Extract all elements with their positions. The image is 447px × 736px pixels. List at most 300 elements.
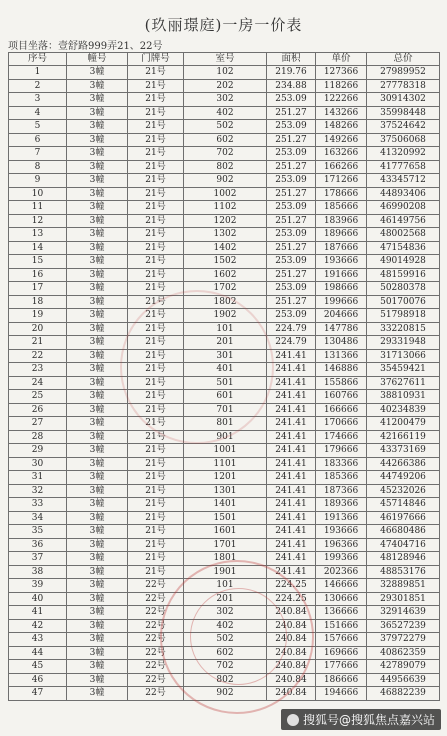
cell-door-number: 21号	[128, 457, 184, 471]
cell-building: 3幢	[67, 363, 128, 377]
table-row	[9, 228, 440, 242]
cell-total-price: 45232026	[367, 484, 440, 498]
cell-room: 1501	[184, 511, 267, 525]
cell-building: 3幢	[67, 187, 128, 201]
cell-index: 15	[9, 255, 67, 269]
cell-index: 24	[9, 376, 67, 390]
table-row	[9, 484, 440, 498]
cell-unit-price: 183366	[316, 457, 367, 471]
cell-room: 1601	[184, 525, 267, 539]
cell-door-number: 21号	[128, 309, 184, 323]
cell-index: 26	[9, 403, 67, 417]
cell-index: 11	[9, 201, 67, 215]
cell-index: 7	[9, 147, 67, 161]
cell-building: 3幢	[67, 538, 128, 552]
cell-unit-price: 118266	[316, 79, 367, 93]
cell-building: 3幢	[67, 484, 128, 498]
cell-unit-price: 178666	[316, 187, 367, 201]
cell-door-number: 21号	[128, 106, 184, 120]
project-address: 项目坐落：壹舒路999弄21、22号	[8, 41, 163, 52]
cell-area: 253.09	[267, 201, 316, 215]
cell-door-number: 22号	[128, 646, 184, 660]
col-header-area: 面积	[267, 53, 316, 66]
cell-total-price: 27989952	[367, 66, 440, 80]
cell-area: 251.27	[267, 106, 316, 120]
cell-building: 3幢	[67, 174, 128, 188]
cell-building: 3幢	[67, 160, 128, 174]
cell-index: 40	[9, 592, 67, 606]
cell-unit-price: 146666	[316, 579, 367, 593]
cell-area: 240.84	[267, 673, 316, 687]
cell-building: 3幢	[67, 660, 128, 674]
cell-unit-price: 169666	[316, 646, 367, 660]
cell-room: 301	[184, 349, 267, 363]
cell-door-number: 21号	[128, 268, 184, 282]
cell-area: 251.27	[267, 160, 316, 174]
cell-unit-price: 136666	[316, 606, 367, 620]
cell-room: 401	[184, 363, 267, 377]
cell-area: 241.41	[267, 498, 316, 512]
cell-index: 36	[9, 538, 67, 552]
cell-total-price: 44749206	[367, 471, 440, 485]
cell-total-price: 50170076	[367, 295, 440, 309]
cell-room: 701	[184, 403, 267, 417]
cell-index: 22	[9, 349, 67, 363]
cell-index: 19	[9, 309, 67, 323]
cell-room: 1301	[184, 484, 267, 498]
cell-door-number: 21号	[128, 484, 184, 498]
cell-area: 241.41	[267, 376, 316, 390]
cell-total-price: 48128946	[367, 552, 440, 566]
cell-room: 1401	[184, 498, 267, 512]
cell-building: 3幢	[67, 93, 128, 107]
cell-area: 241.41	[267, 363, 316, 377]
col-header-building: 幢号	[67, 53, 128, 66]
table-row	[9, 471, 440, 485]
cell-building: 3幢	[67, 498, 128, 512]
cell-door-number: 21号	[128, 201, 184, 215]
cell-room: 601	[184, 390, 267, 404]
cell-unit-price: 146886	[316, 363, 367, 377]
cell-unit-price: 185366	[316, 471, 367, 485]
cell-total-price: 51798918	[367, 309, 440, 323]
cell-area: 253.09	[267, 174, 316, 188]
cell-total-price: 32914639	[367, 606, 440, 620]
cell-index: 37	[9, 552, 67, 566]
cell-room: 902	[184, 687, 267, 701]
cell-door-number: 21号	[128, 525, 184, 539]
cell-index: 35	[9, 525, 67, 539]
cell-unit-price: 122266	[316, 93, 367, 107]
cell-area: 253.09	[267, 309, 316, 323]
cell-unit-price: 194666	[316, 687, 367, 701]
cell-building: 3幢	[67, 525, 128, 539]
cell-room: 1502	[184, 255, 267, 269]
table-row	[9, 133, 440, 147]
cell-building: 3幢	[67, 633, 128, 647]
cell-room: 201	[184, 336, 267, 350]
cell-total-price: 46882239	[367, 687, 440, 701]
cell-building: 3幢	[67, 133, 128, 147]
cell-index: 3	[9, 93, 67, 107]
cell-door-number: 22号	[128, 619, 184, 633]
cell-unit-price: 187366	[316, 484, 367, 498]
cell-total-price: 44893406	[367, 187, 440, 201]
cell-total-price: 46197666	[367, 511, 440, 525]
cell-building: 3幢	[67, 687, 128, 701]
table-row	[9, 268, 440, 282]
cell-total-price: 45714846	[367, 498, 440, 512]
cell-total-price: 41777658	[367, 160, 440, 174]
cell-building: 3幢	[67, 457, 128, 471]
cell-building: 3幢	[67, 147, 128, 161]
cell-area: 251.27	[267, 214, 316, 228]
cell-index: 6	[9, 133, 67, 147]
cell-total-price: 31713066	[367, 349, 440, 363]
cell-index: 25	[9, 390, 67, 404]
cell-door-number: 21号	[128, 403, 184, 417]
cell-room: 1402	[184, 241, 267, 255]
cell-door-number: 21号	[128, 160, 184, 174]
cell-index: 23	[9, 363, 67, 377]
cell-door-number: 21号	[128, 241, 184, 255]
cell-total-price: 50280378	[367, 282, 440, 296]
cell-room: 302	[184, 606, 267, 620]
cell-total-price: 48159916	[367, 268, 440, 282]
cell-door-number: 21号	[128, 174, 184, 188]
cell-building: 3幢	[67, 619, 128, 633]
cell-unit-price: 186666	[316, 673, 367, 687]
cell-index: 34	[9, 511, 67, 525]
cell-area: 253.09	[267, 228, 316, 242]
cell-area: 241.41	[267, 565, 316, 579]
cell-door-number: 21号	[128, 282, 184, 296]
cell-room: 1302	[184, 228, 267, 242]
cell-index: 39	[9, 579, 67, 593]
cell-index: 43	[9, 633, 67, 647]
cell-area: 251.27	[267, 268, 316, 282]
cell-index: 45	[9, 660, 67, 674]
watermark-text: 搜狐号@搜狐焦点嘉兴站	[302, 713, 435, 727]
cell-building: 3幢	[67, 322, 128, 336]
cell-total-price: 48853176	[367, 565, 440, 579]
cell-unit-price: 189666	[316, 228, 367, 242]
cell-index: 8	[9, 160, 67, 174]
cell-index: 29	[9, 444, 67, 458]
cell-room: 402	[184, 619, 267, 633]
cell-room: 602	[184, 646, 267, 660]
cell-building: 3幢	[67, 349, 128, 363]
cell-index: 12	[9, 214, 67, 228]
cell-building: 3幢	[67, 511, 128, 525]
cell-room: 1001	[184, 444, 267, 458]
cell-building: 3幢	[67, 79, 128, 93]
cell-unit-price: 204666	[316, 309, 367, 323]
table-row	[9, 106, 440, 120]
cell-door-number: 21号	[128, 430, 184, 444]
cell-door-number: 21号	[128, 390, 184, 404]
cell-area: 240.84	[267, 606, 316, 620]
cell-building: 3幢	[67, 592, 128, 606]
cell-room: 101	[184, 322, 267, 336]
cell-total-price: 37524642	[367, 120, 440, 134]
cell-building: 3幢	[67, 390, 128, 404]
cell-area: 241.41	[267, 417, 316, 431]
cell-index: 13	[9, 228, 67, 242]
cell-index: 27	[9, 417, 67, 431]
cell-area: 224.79	[267, 322, 316, 336]
cell-total-price: 37972279	[367, 633, 440, 647]
cell-area: 240.84	[267, 619, 316, 633]
cell-area: 253.09	[267, 93, 316, 107]
table-row	[9, 255, 440, 269]
cell-building: 3幢	[67, 214, 128, 228]
cell-total-price: 46990208	[367, 201, 440, 215]
cell-room: 902	[184, 174, 267, 188]
cell-building: 3幢	[67, 646, 128, 660]
cell-area: 224.25	[267, 592, 316, 606]
cell-door-number: 21号	[128, 187, 184, 201]
cell-door-number: 21号	[128, 336, 184, 350]
cell-total-price: 43345712	[367, 174, 440, 188]
cell-door-number: 21号	[128, 322, 184, 336]
cell-index: 30	[9, 457, 67, 471]
cell-door-number: 21号	[128, 255, 184, 269]
cell-area: 241.41	[267, 552, 316, 566]
cell-total-price: 42166119	[367, 430, 440, 444]
col-header-door-number: 门牌号	[128, 53, 184, 66]
table-row	[9, 444, 440, 458]
cell-room: 702	[184, 147, 267, 161]
cell-room: 1902	[184, 309, 267, 323]
cell-index: 32	[9, 484, 67, 498]
cell-area: 241.41	[267, 390, 316, 404]
cell-door-number: 22号	[128, 660, 184, 674]
cell-room: 302	[184, 93, 267, 107]
cell-unit-price: 191666	[316, 268, 367, 282]
cell-door-number: 21号	[128, 444, 184, 458]
cell-total-price: 46680486	[367, 525, 440, 539]
cell-area: 251.27	[267, 187, 316, 201]
cell-building: 3幢	[67, 552, 128, 566]
cell-total-price: 47404716	[367, 538, 440, 552]
cell-index: 33	[9, 498, 67, 512]
cell-area: 224.25	[267, 579, 316, 593]
cell-building: 3幢	[67, 606, 128, 620]
logo-icon	[287, 714, 299, 726]
cell-building: 3幢	[67, 444, 128, 458]
cell-room: 802	[184, 160, 267, 174]
cell-room: 102	[184, 66, 267, 80]
cell-area: 240.84	[267, 687, 316, 701]
cell-door-number: 21号	[128, 120, 184, 134]
cell-area: 241.41	[267, 430, 316, 444]
cell-unit-price: 127366	[316, 66, 367, 80]
cell-door-number: 21号	[128, 295, 184, 309]
cell-room: 1602	[184, 268, 267, 282]
cell-unit-price: 177666	[316, 660, 367, 674]
cell-area: 251.27	[267, 241, 316, 255]
cell-index: 5	[9, 120, 67, 134]
cell-building: 3幢	[67, 268, 128, 282]
cell-unit-price: 199366	[316, 552, 367, 566]
cell-door-number: 21号	[128, 417, 184, 431]
cell-total-price: 49014928	[367, 255, 440, 269]
cell-unit-price: 171266	[316, 174, 367, 188]
table-row	[9, 201, 440, 215]
cell-index: 1	[9, 66, 67, 80]
cell-total-price: 37627611	[367, 376, 440, 390]
cell-total-price: 38810931	[367, 390, 440, 404]
cell-door-number: 21号	[128, 133, 184, 147]
cell-building: 3幢	[67, 241, 128, 255]
cell-room: 901	[184, 430, 267, 444]
cell-area: 240.84	[267, 660, 316, 674]
cell-building: 3幢	[67, 565, 128, 579]
cell-unit-price: 183966	[316, 214, 367, 228]
cell-room: 101	[184, 579, 267, 593]
cell-unit-price: 147786	[316, 322, 367, 336]
cell-building: 3幢	[67, 295, 128, 309]
cell-unit-price: 151666	[316, 619, 367, 633]
cell-index: 42	[9, 619, 67, 633]
cell-room: 802	[184, 673, 267, 687]
cell-index: 9	[9, 174, 67, 188]
cell-area: 253.09	[267, 120, 316, 134]
cell-index: 4	[9, 106, 67, 120]
cell-building: 3幢	[67, 201, 128, 215]
cell-door-number: 21号	[128, 349, 184, 363]
cell-unit-price: 157666	[316, 633, 367, 647]
col-header-unit-price: 单价	[316, 53, 367, 66]
cell-unit-price: 189366	[316, 498, 367, 512]
cell-door-number: 21号	[128, 147, 184, 161]
seal-stamp-inner	[190, 588, 287, 685]
cell-room: 1101	[184, 457, 267, 471]
cell-index: 16	[9, 268, 67, 282]
cell-building: 3幢	[67, 336, 128, 350]
cell-unit-price: 170666	[316, 417, 367, 431]
table-row	[9, 174, 440, 188]
cell-total-price: 29331948	[367, 336, 440, 350]
cell-unit-price: 196366	[316, 538, 367, 552]
cell-area: 241.41	[267, 525, 316, 539]
cell-door-number: 21号	[128, 511, 184, 525]
col-header-index: 序号	[9, 53, 67, 66]
cell-door-number: 21号	[128, 93, 184, 107]
cell-total-price: 40234839	[367, 403, 440, 417]
table-header-row	[9, 53, 440, 66]
cell-building: 3幢	[67, 376, 128, 390]
cell-area: 253.09	[267, 282, 316, 296]
col-header-room: 室号	[184, 53, 267, 66]
cell-room: 1102	[184, 201, 267, 215]
cell-room: 502	[184, 633, 267, 647]
cell-building: 3幢	[67, 106, 128, 120]
cell-room: 501	[184, 376, 267, 390]
cell-building: 3幢	[67, 403, 128, 417]
cell-room: 1701	[184, 538, 267, 552]
cell-unit-price: 193666	[316, 525, 367, 539]
cell-unit-price: 130666	[316, 592, 367, 606]
cell-door-number: 21号	[128, 228, 184, 242]
cell-unit-price: 166266	[316, 160, 367, 174]
cell-area: 241.41	[267, 403, 316, 417]
cell-area: 219.76	[267, 66, 316, 80]
cell-building: 3幢	[67, 255, 128, 269]
cell-total-price: 44266386	[367, 457, 440, 471]
table-row	[9, 241, 440, 255]
cell-total-price: 46149756	[367, 214, 440, 228]
cell-index: 46	[9, 673, 67, 687]
seal-stamp-faint	[120, 290, 274, 444]
cell-total-price: 36527239	[367, 619, 440, 633]
cell-door-number: 21号	[128, 498, 184, 512]
cell-total-price: 27778318	[367, 79, 440, 93]
cell-unit-price: 148266	[316, 120, 367, 134]
cell-total-price: 35459421	[367, 363, 440, 377]
cell-total-price: 48002568	[367, 228, 440, 242]
table-row	[9, 93, 440, 107]
cell-area: 241.41	[267, 484, 316, 498]
cell-building: 3幢	[67, 120, 128, 134]
table-row	[9, 525, 440, 539]
cell-door-number: 22号	[128, 592, 184, 606]
cell-index: 28	[9, 430, 67, 444]
cell-area: 251.27	[267, 295, 316, 309]
cell-unit-price: 187666	[316, 241, 367, 255]
cell-unit-price: 179666	[316, 444, 367, 458]
cell-unit-price: 198666	[316, 282, 367, 296]
source-watermark	[281, 709, 441, 730]
cell-room: 1702	[184, 282, 267, 296]
cell-area: 234.88	[267, 79, 316, 93]
cell-area: 224.79	[267, 336, 316, 350]
cell-door-number: 21号	[128, 66, 184, 80]
col-header-total-price: 总价	[367, 53, 440, 66]
cell-room: 1202	[184, 214, 267, 228]
cell-unit-price: 155866	[316, 376, 367, 390]
cell-total-price: 41200479	[367, 417, 440, 431]
cell-door-number: 21号	[128, 565, 184, 579]
cell-door-number: 22号	[128, 687, 184, 701]
cell-unit-price: 191366	[316, 511, 367, 525]
cell-area: 241.41	[267, 457, 316, 471]
cell-room: 1002	[184, 187, 267, 201]
cell-door-number: 21号	[128, 79, 184, 93]
cell-index: 10	[9, 187, 67, 201]
table-row	[9, 160, 440, 174]
cell-building: 3幢	[67, 66, 128, 80]
cell-area: 241.41	[267, 471, 316, 485]
table-row	[9, 457, 440, 471]
cell-area: 241.41	[267, 511, 316, 525]
table-row	[9, 538, 440, 552]
cell-building: 3幢	[67, 309, 128, 323]
table-row	[9, 147, 440, 161]
cell-unit-price: 202366	[316, 565, 367, 579]
cell-total-price: 32889851	[367, 579, 440, 593]
cell-unit-price: 199666	[316, 295, 367, 309]
cell-unit-price: 193666	[316, 255, 367, 269]
cell-building: 3幢	[67, 471, 128, 485]
cell-index: 41	[9, 606, 67, 620]
cell-room: 801	[184, 417, 267, 431]
cell-total-price: 37506068	[367, 133, 440, 147]
cell-index: 2	[9, 79, 67, 93]
cell-total-price: 43373169	[367, 444, 440, 458]
table-row	[9, 79, 440, 93]
